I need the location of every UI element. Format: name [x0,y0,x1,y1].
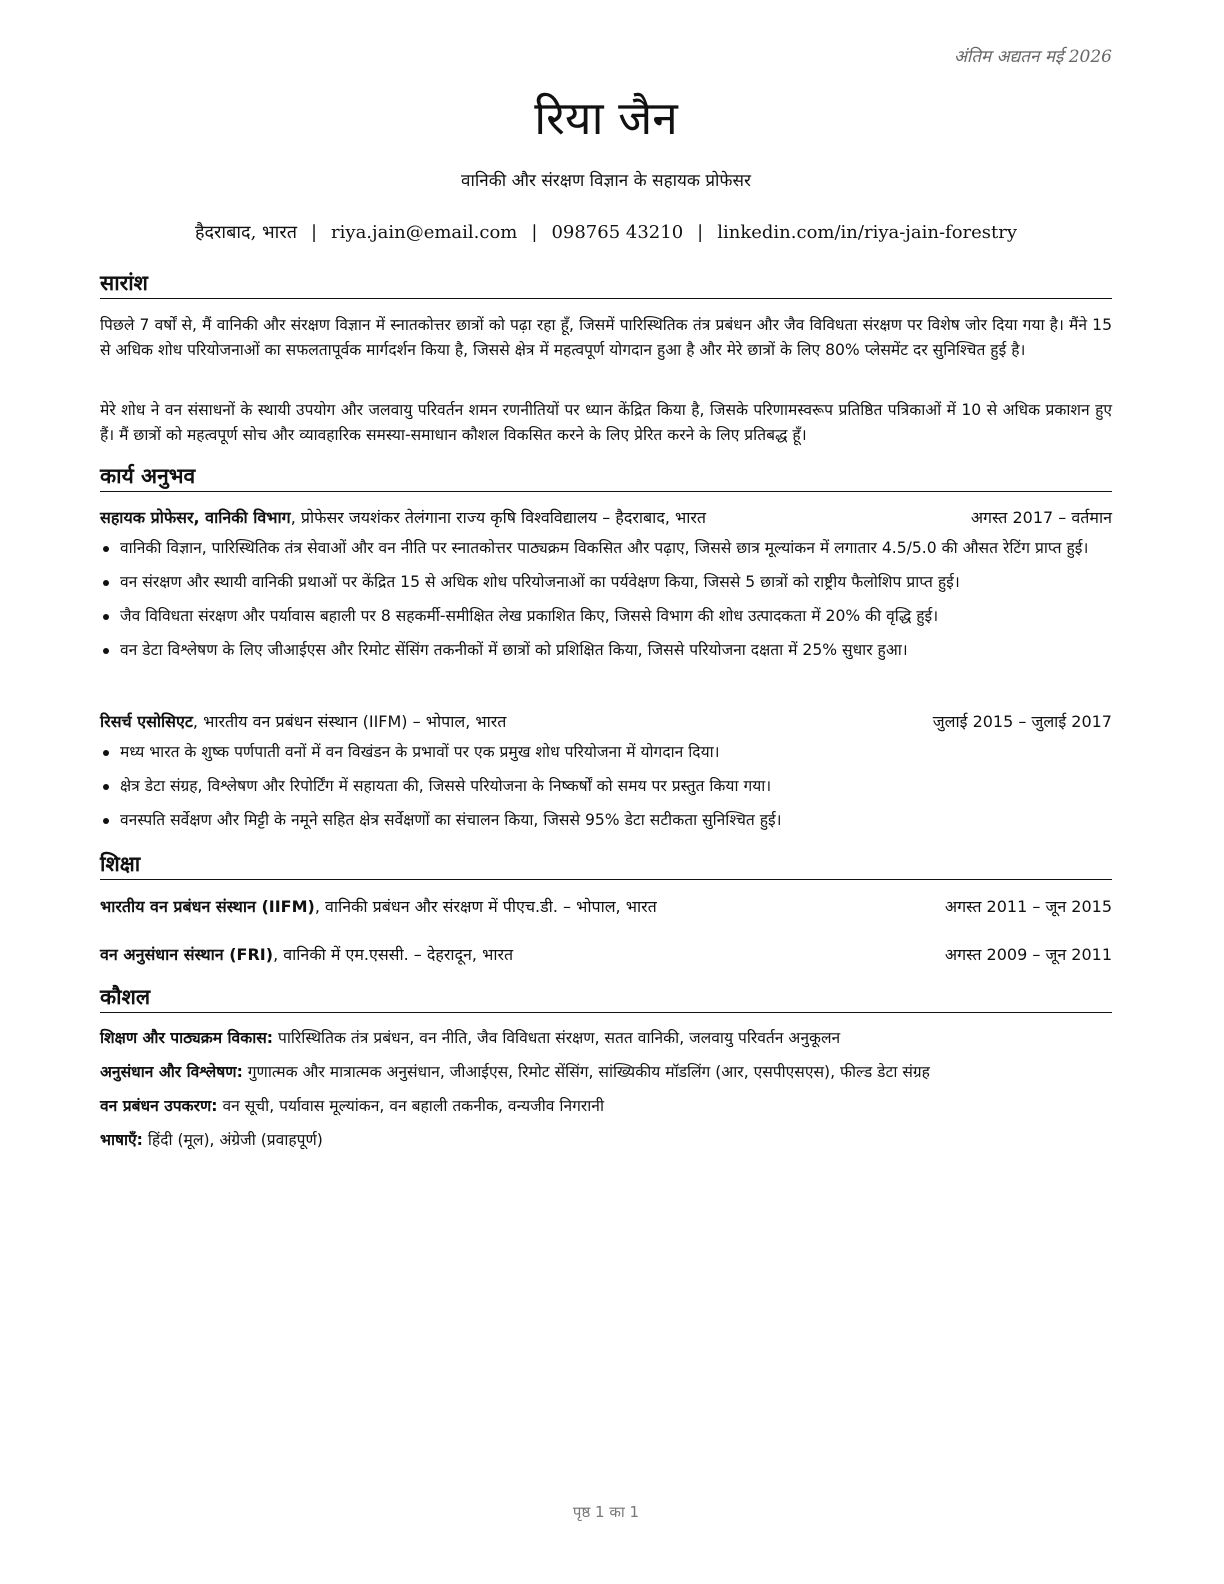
summary-paragraph: मेरे शोध ने वन संसाधनों के स्थायी उपयोग और जलवायु परिवर्तन शमन रणनीतियों पर ध्यान केंद्रित किया है, जिसके परिणामस्वरूप प्रतिष्ठित पत्रिकाओं में 10 से अधिक प्रकाशन हुए हैं। मैं छात्रों को महत्वपूर्ण सोच और व्यावहारिक समस्या-समाधान कौशल विकसित करने के लिए प्रेरित करने के लिए प्रतिबद्ध हूँ। [100,401,1112,444]
section-title-skills: कौशल [100,984,1112,1013]
job-bullet: वन डेटा विश्लेषण के लिए जीआईएस और रिमोट सेंसिंग तकनीकों में छात्रों को प्रशिक्षित किया, जिससे परियोजना दक्षता में 25% सुधार हुआ। [100,638,1112,663]
candidate-name: रिया जैन [534,91,678,145]
contact-email[interactable]: riya.jain@email.com [331,222,518,243]
page-number: पृष्ठ 1 का 1 [572,1503,640,1521]
job-role: सहायक प्रोफेसर, वानिकी विभाग [100,508,291,527]
job-bullet: क्षेत्र डेटा संग्रह, विश्लेषण और रिपोर्टिंग में सहायता की, जिससे परियोजना के निष्कर्षों को समय पर प्रस्तुत किया गया। [100,774,1112,799]
skill-value: गुणात्मक और मात्रात्मक अनुसंधान, जीआईएस, रिमोट सेंसिंग, सांख्यिकीय मॉडलिंग (आर, एसपीएसएस), फील्ड डेटा संग्रह [242,1063,930,1081]
contact-location: हैदराबाद, भारत [194,222,297,243]
contact-linkedin[interactable]: linkedin.com/in/riya-jain-forestry [717,222,1018,243]
skill-value: हिंदी (मूल), अंग्रेजी (प्रवाहपूर्ण) [142,1131,323,1149]
last-updated: अंतिम अद्यतन मई 2026 [953,47,1112,67]
job-bullet: वन संरक्षण और स्थायी वानिकी प्रथाओं पर केंद्रित 15 से अधिक शोध परियोजनाओं का पर्यवेक्षण किया, जिससे 5 छात्रों को राष्ट्रीय फैलोशिप प्राप्त हुई। [100,570,1112,595]
contact-line [100,220,1112,244]
job-org: , भारतीय वन प्रबंधन संस्थान (IIFM) – भोपाल, भारत [192,712,507,731]
job-bullet: वनस्पति सर्वेक्षण और मिट्टी के नमूने सहित क्षेत्र सर्वेक्षणों का संचालन किया, जिससे 95% डेटा सटीकता सुनिश्चित हुई। [100,808,1112,833]
summary-paragraph: पिछले 7 वर्षों से, मैं वानिकी और संरक्षण विज्ञान में स्नातकोत्तर छात्रों को पढ़ा रहा हूँ, जिसमें पारिस्थितिक तंत्र प्रबंधन और जैव विविधता संरक्षण पर विशेष जोर दिया गया है। मैंने 15 से अधिक शोध परियोजनाओं का सफलतापूर्वक मार्गदर्शन किया है, जिससे क्षेत्र में महत्वपूर्ण योगदान हुआ है और मेरे छात्रों के लिए 80% प्लेसमेंट दर सुनिश्चित हुई है। [100,316,1112,359]
resume-page [100,0,1112,1584]
job-org: , प्रोफेसर जयशंकर तेलंगाना राज्य कृषि विश्वविद्यालय – हैदराबाद, भारत [290,508,707,527]
job-bullets [100,536,1112,672]
job-dates: अगस्त 2017 – वर्तमान [970,508,1112,527]
job-bullet: वानिकी विज्ञान, पारिस्थितिक तंत्र सेवाओं और वन नीति पर स्नातकोत्तर पाठ्यक्रम विकसित और पढ़ाए, जिससे छात्र मूल्यांकन में लगातार 4.5/5.0 की औसत रेटिंग प्राप्त हुई। [100,536,1112,561]
job-header [100,505,1112,531]
education-institution: वन अनुसंधान संस्थान (FRI) [100,945,274,964]
job-dates: जुलाई 2015 – जुलाई 2017 [932,712,1112,731]
education-item [100,942,1112,968]
skill-line [100,1093,1112,1119]
job-bullet: मध्य भारत के शुष्क पर्णपाती वनों में वन विखंडन के प्रभावों पर एक प्रमुख शोध परियोजना में योगदान दिया। [100,740,1112,765]
skill-label: शिक्षण और पाठ्यक्रम विकास: [100,1029,274,1047]
contact-separator: | [310,222,318,243]
candidate-tagline: वानिकी और संरक्षण विज्ञान के सहायक प्रोफेसर [461,171,751,191]
skill-value: पारिस्थितिक तंत्र प्रबंधन, वन नीति, जैव विविधता संरक्षण, सतत वानिकी, जलवायु परिवर्तन अनुकूलन [273,1029,841,1047]
skill-label: भाषाएँ: [100,1131,143,1149]
contact-separator: | [531,222,538,243]
job-header [100,709,1112,735]
education-dates: अगस्त 2009 – जून 2011 [944,945,1112,964]
section-title-education: शिक्षा [100,851,1112,880]
skill-line [100,1127,1112,1153]
job-bullet: जैव विविधता संरक्षण और पर्यावास बहाली पर 8 सहकर्मी-समीक्षित लेख प्रकाशित किए, जिससे विभाग की शोध उत्पादकता में 20% की वृद्धि हुई। [100,604,1112,629]
contact-separator: | [697,222,704,243]
skill-line [100,1025,1112,1051]
education-dates: अगस्त 2011 – जून 2015 [944,897,1112,916]
skill-line [100,1059,1112,1085]
education-detail: , वानिकी प्रबंधन और संरक्षण में पीएच.डी. – भोपाल, भारत [314,897,657,916]
education-institution: भारतीय वन प्रबंधन संस्थान (IIFM) [100,897,315,916]
skill-label: वन प्रबंधन उपकरण: [100,1097,218,1115]
skill-label: अनुसंधान और विश्लेषण: [100,1063,243,1081]
job-role: रिसर्च एसोसिएट [100,712,193,731]
contact-phone[interactable]: 098765 43210 [551,222,684,243]
job-bullets [100,740,1112,842]
section-title-summary: सारांश [100,270,1112,299]
skill-value: वन सूची, पर्यावास मूल्यांकन, वन बहाली तकनीक, वन्यजीव निगरानी [217,1097,604,1115]
section-title-experience: कार्य अनुभव [100,463,1112,492]
education-item [100,894,1112,920]
education-detail: , वानिकी में एम.एससी. – देहरादून, भारत [273,945,514,964]
